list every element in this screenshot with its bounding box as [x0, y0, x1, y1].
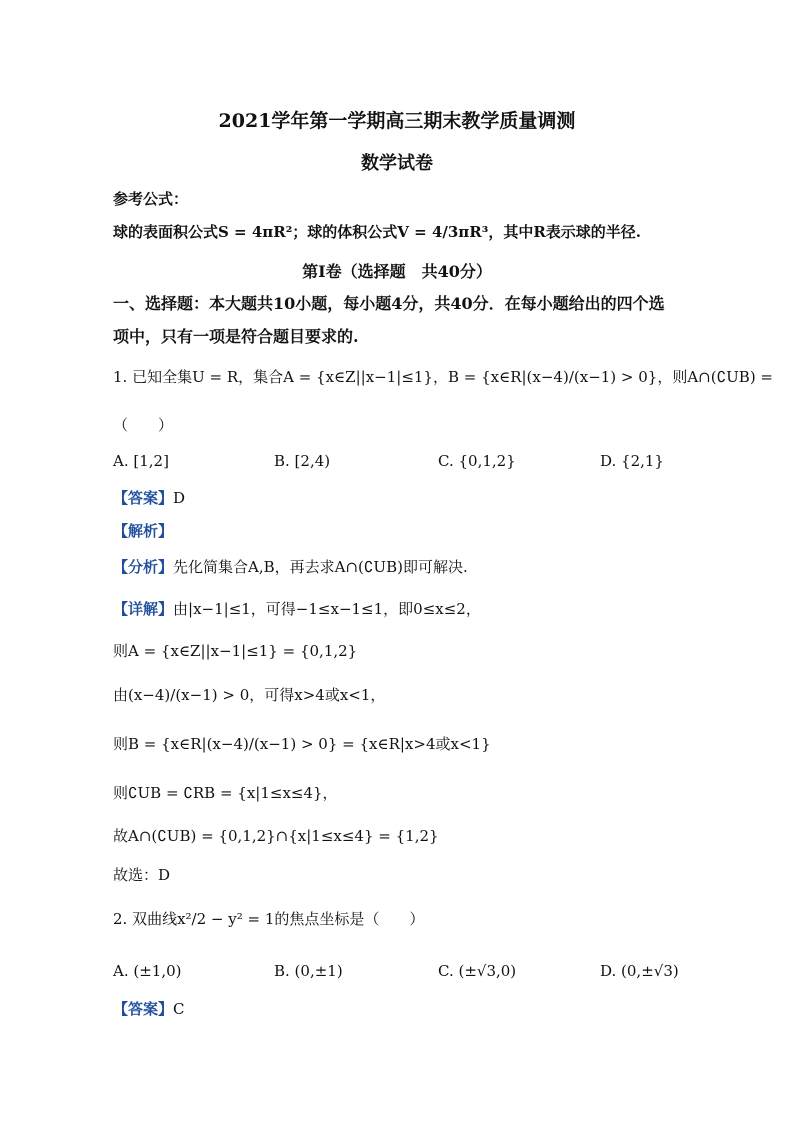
q2-option-d: D. (0,±√3)	[600, 962, 679, 980]
q1-detail-line-5: 则∁UB = ∁RB = {x|1≤x≤4}，	[113, 784, 338, 802]
formula-line: 球的表面积公式S = 4πR²；球的体积公式V = 4/3πR³，其中R表示球的半径.	[113, 223, 642, 241]
q2-option-c: C. (±√3,0)	[438, 962, 517, 980]
answer-value: D	[173, 489, 186, 507]
section1-instructions-line1: 一、选择题：本大题共10小题，每小题4分，共40分．在每小题给出的四个选	[113, 294, 665, 313]
q1-option-a: A. [1,2]	[113, 452, 169, 470]
q1-option-d: D. {2,1}	[600, 452, 664, 470]
q1-analysis-tag	[113, 520, 173, 541]
q1-answer	[113, 487, 185, 508]
q2-option-b: B. (0,±1)	[274, 962, 343, 980]
analysis-tag: 【解析】	[113, 522, 174, 540]
q1-detail-line-6: 故A∩(∁UB) = {0,1,2}∩{x|1≤x≤4} = {1,2}	[113, 827, 439, 845]
q1-detail-line-4: 则B = {x∈R|(x−4)/(x−1) > 0} = {x∈R|x>4或x<1}	[113, 735, 491, 753]
detail-tag: 【详解】	[113, 600, 174, 618]
page-title: 2021学年第一学期高三期末教学质量调测	[218, 110, 576, 132]
q1-fenxi	[113, 556, 468, 577]
q1-stem: 1. 已知全集U = R，集合A = {x∈Z||x−1|≤1}，B = {x∈R|(x−4)/(x−1) > 0}，则A∩(∁UB) =	[113, 368, 774, 386]
q1-paren: （ ）	[113, 416, 174, 434]
fenxi-tag: 【分析】	[113, 558, 174, 576]
formula-heading: 参考公式：	[113, 190, 189, 208]
page-subtitle: 数学试卷	[361, 153, 433, 174]
q1-detail-line-7: 故选：D	[113, 866, 171, 884]
q2-option-a: A. (±1,0)	[113, 962, 182, 980]
detail-text: 由|x−1|≤1，可得−1≤x−1≤1，即0≤x≤2，	[173, 600, 481, 618]
q2-stem: 2. 双曲线x²/2 − y² = 1的焦点坐标是（ ）	[113, 910, 425, 928]
q1-detail-line-1	[113, 598, 481, 619]
volume-heading: 第I卷（选择题 共40分）	[302, 262, 492, 281]
answer-tag: 【答案】	[113, 489, 174, 507]
q1-detail-line-2: 则A = {x∈Z||x−1|≤1} = {0,1,2}	[113, 642, 358, 660]
q1-option-c: C. {0,1,2}	[438, 452, 516, 470]
q1-detail-line-3: 由(x−4)/(x−1) > 0，可得x>4或x<1，	[113, 686, 386, 704]
answer-value: C	[173, 1000, 185, 1018]
answer-tag: 【答案】	[113, 1000, 174, 1018]
fenxi-text: 先化简集合A,B，再去求A∩(∁UB)即可解决.	[173, 558, 468, 576]
q1-option-b: B. [2,4)	[274, 452, 331, 470]
section1-instructions-line2: 项中，只有一项是符合题目要求的.	[113, 327, 359, 346]
q2-answer	[113, 998, 185, 1019]
